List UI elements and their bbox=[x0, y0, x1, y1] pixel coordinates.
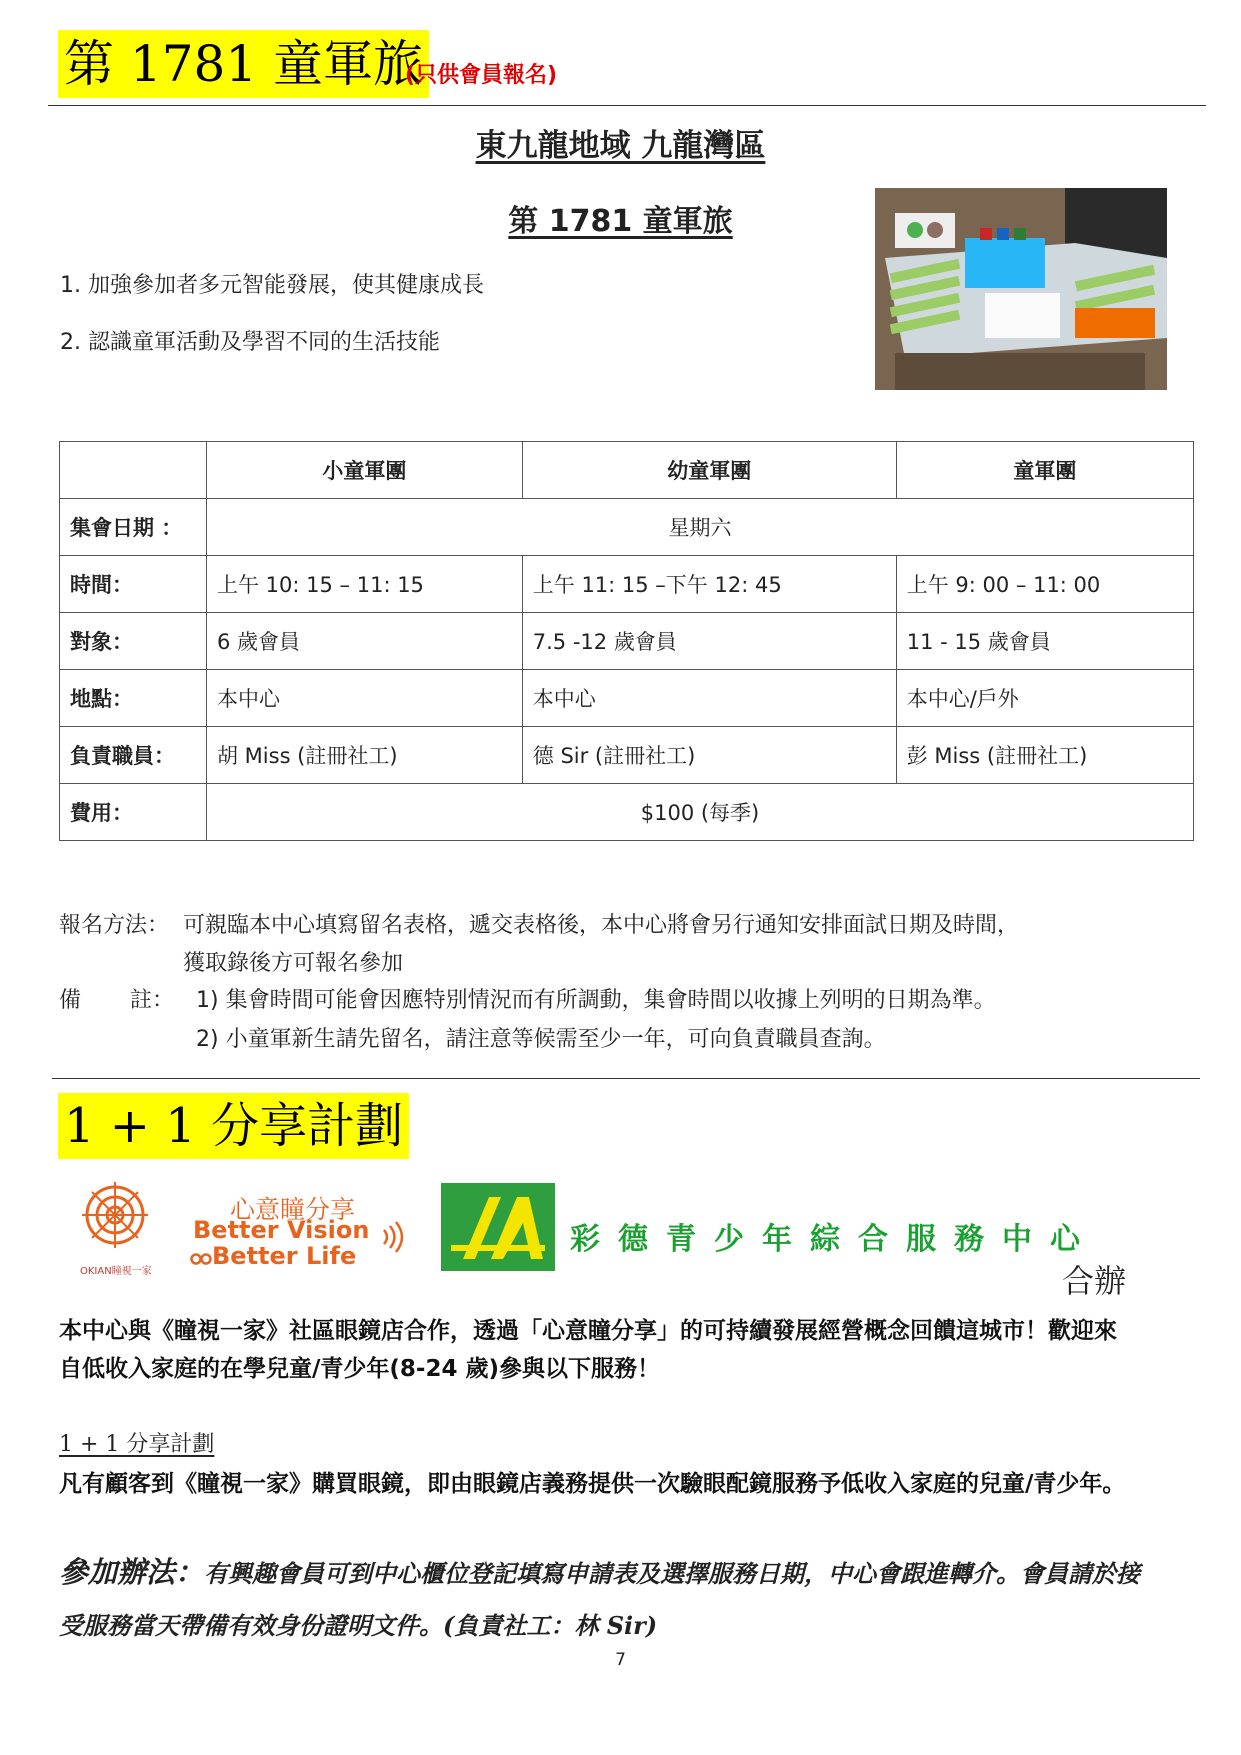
table-cell: 德 Sir (註冊社工) bbox=[522, 727, 896, 784]
registration-text: 可親臨本中心填寫留名表格，遞交表格後，本中心將會另行通知安排面試日期及時間， bbox=[183, 913, 1020, 938]
table-header-row bbox=[60, 442, 1194, 499]
intro-paragraph: 本中心與《瞳視一家》社區眼鏡店合作，透過「心意瞳分享」的可持續發展經營概念回饋這城市！歡迎來 bbox=[59, 1318, 1117, 1344]
table-cell: 本中心 bbox=[207, 670, 523, 727]
members-only-note: (只供會員報名) bbox=[405, 63, 558, 88]
table-cell: 胡 Miss (註冊社工) bbox=[207, 727, 523, 784]
plan-subtitle: 1 + 1 分享計劃 bbox=[59, 1432, 215, 1457]
section-title-scout-group: 第 1781 童軍旅 bbox=[58, 30, 429, 98]
table-row bbox=[60, 613, 1194, 670]
okian-logo bbox=[80, 1180, 150, 1260]
table-row bbox=[60, 556, 1194, 613]
better-vision-zh: 心意瞳分享 bbox=[230, 1195, 356, 1224]
column-header-scouts: 童軍團 bbox=[896, 442, 1193, 499]
table-cell: 本中心/戶外 bbox=[896, 670, 1193, 727]
intro-paragraph: 自低收入家庭的在學兒童/青少年(8-24 歲)參與以下服務！ bbox=[59, 1356, 660, 1382]
section-divider bbox=[52, 1078, 1200, 1079]
okian-logo-text: OKIAN瞳視一家 bbox=[80, 1266, 152, 1277]
scout-badges-photo bbox=[875, 188, 1167, 390]
row-label-time: 時間： bbox=[60, 556, 207, 613]
objective-item: 2. 認識童軍活動及學習不同的生活技能 bbox=[60, 330, 440, 355]
meeting-day-value: 星期六 bbox=[207, 499, 1194, 556]
better-life-en: Better Life bbox=[212, 1242, 357, 1270]
remarks-label: 備 註： bbox=[59, 988, 174, 1013]
table-row bbox=[60, 670, 1194, 727]
registration-label: 報名方法： bbox=[59, 913, 170, 938]
registration-text: 獲取錄後方可報名參加 bbox=[183, 951, 404, 976]
table-cell: 11 - 15 歲會員 bbox=[896, 613, 1193, 670]
table-row bbox=[60, 784, 1194, 841]
row-label-target: 對象： bbox=[60, 613, 207, 670]
remark-item: 2) 小童軍新生請先留名，請注意等候需至少一年，可向負責職員查詢。 bbox=[196, 1027, 886, 1052]
fee-value: $100 (每季) bbox=[207, 784, 1194, 841]
join-method-text: 受服務當天帶備有效身份證明文件。(負責社工：林 Sir) bbox=[59, 1611, 658, 1640]
table-row bbox=[60, 727, 1194, 784]
table-cell: 7.5 -12 歲會員 bbox=[522, 613, 896, 670]
table-cell: 上午 11: 15 –下午 12: 45 bbox=[522, 556, 896, 613]
co-organised-label: 合辦 bbox=[1062, 1262, 1127, 1300]
page-number: 7 bbox=[615, 1650, 626, 1670]
table-cell: 本中心 bbox=[522, 670, 896, 727]
region-heading: 東九龍地域 九龍灣區 bbox=[475, 128, 766, 164]
row-label-fee: 費用： bbox=[60, 784, 207, 841]
row-label-meeting-day: 集會日期 ： bbox=[60, 499, 207, 556]
group-name-heading: 第 1781 童軍旅 bbox=[508, 204, 733, 239]
better-vision-en: Better Vision bbox=[193, 1216, 370, 1244]
objective-item: 1. 加強參加者多元智能發展，使其健康成長 bbox=[60, 273, 484, 298]
table-cell: 上午 9: 00 – 11: 00 bbox=[896, 556, 1193, 613]
partner-centre-name: 彩德青少年綜合服務中心 bbox=[570, 1222, 1098, 1257]
section-title-sharing-plan: 1 + 1 分享計劃 bbox=[58, 1093, 409, 1159]
column-header-cub-scouts: 小童軍團 bbox=[207, 442, 523, 499]
table-row bbox=[60, 499, 1194, 556]
row-label-staff: 負責職員： bbox=[60, 727, 207, 784]
partner-centre-logo bbox=[441, 1183, 555, 1271]
join-method bbox=[59, 1550, 1140, 1591]
table-cell: 上午 10: 15 – 11: 15 bbox=[207, 556, 523, 613]
join-method-label: 參加辦法： bbox=[59, 1555, 205, 1589]
row-label-venue: 地點： bbox=[60, 670, 207, 727]
table-cell: 6 歲會員 bbox=[207, 613, 523, 670]
plan-description: 凡有顧客到《瞳視一家》購買眼鏡，即由眼鏡店義務提供一次驗眼配鏡服務予低收入家庭的兒童/青少年。 bbox=[59, 1471, 1126, 1497]
header-divider bbox=[48, 105, 1206, 106]
sound-wave-icon bbox=[380, 1220, 410, 1254]
column-header-junior-scouts: 幼童軍團 bbox=[522, 442, 896, 499]
join-method-text: 有興趣會員可到中心櫃位登記填寫申請表及選擇服務日期，中心會跟進轉介。會員請於接 bbox=[204, 1559, 1141, 1588]
glasses-icon bbox=[190, 1250, 212, 1266]
schedule-table bbox=[59, 441, 1194, 841]
table-corner-cell bbox=[60, 442, 207, 499]
remark-item: 1) 集會時間可能會因應特別情況而有所調動，集會時間以收據上列明的日期為準。 bbox=[196, 988, 996, 1013]
table-cell: 彭 Miss (註冊社工) bbox=[896, 727, 1193, 784]
